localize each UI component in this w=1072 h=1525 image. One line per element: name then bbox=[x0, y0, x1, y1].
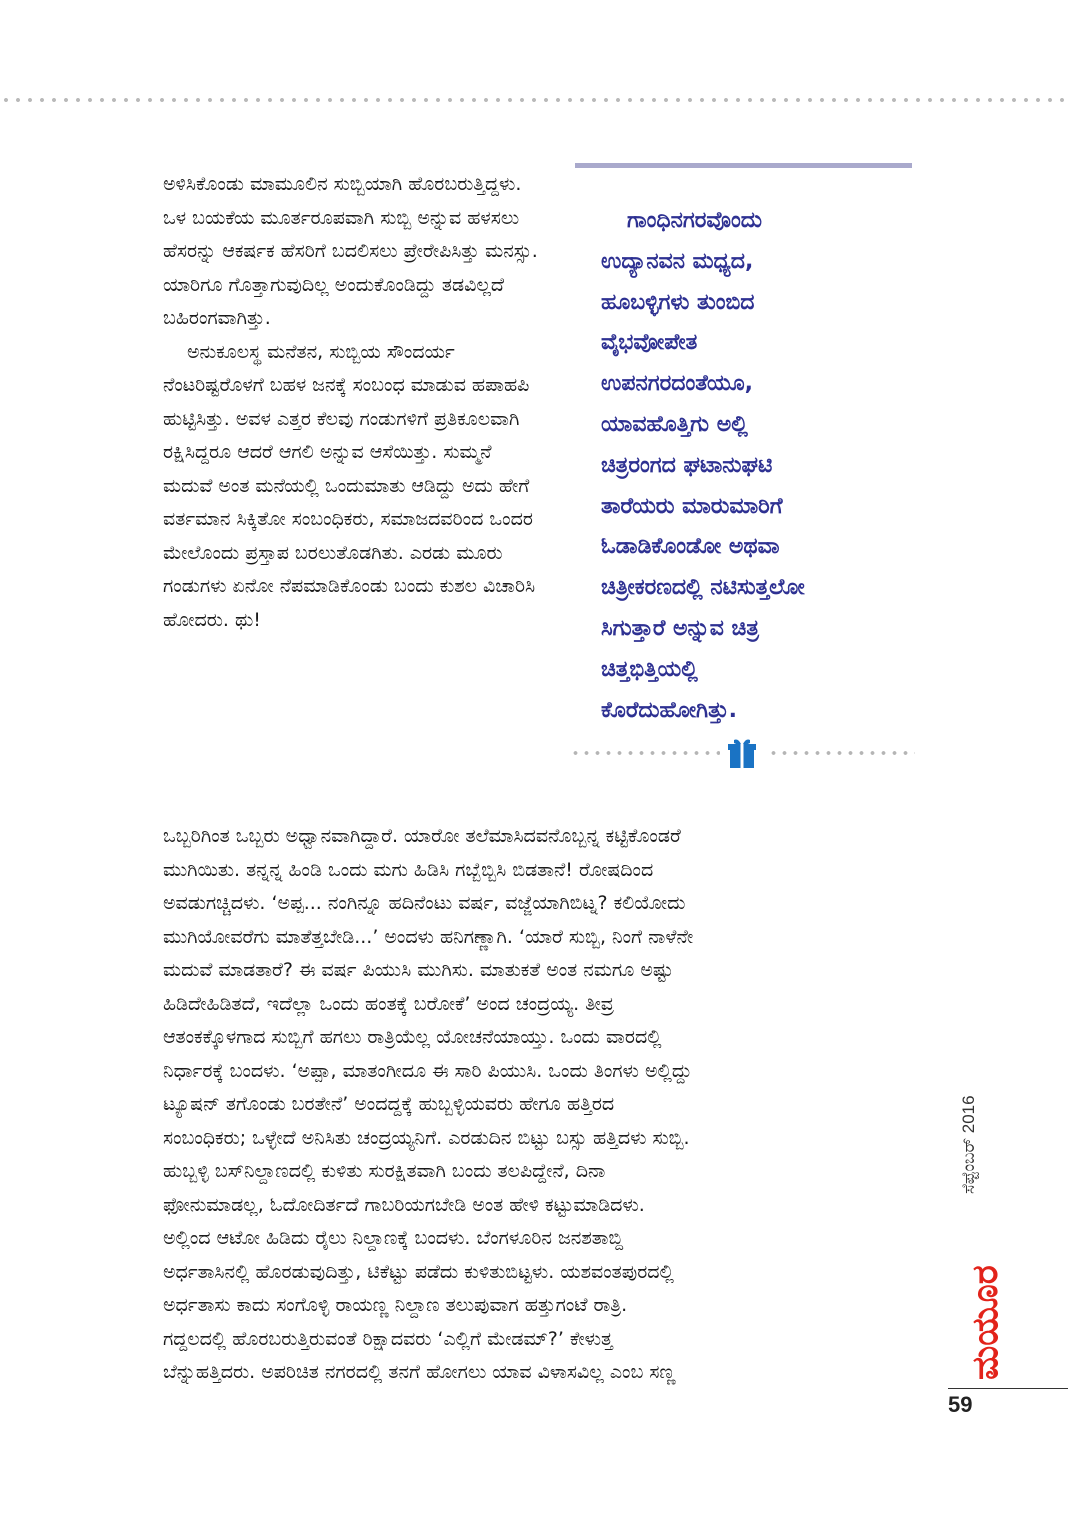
text-line: ಮುಗಿಯಿತು. ತನ್ನನ್ನ ಹಿಂಡಿ ಒಂದು ಮಗು ಹಿಡಿಸಿ ಗಬ್ಬೆಬ್ಬಿಸಿ ಬಿಡತಾನೆ! ರೋಷದಿಂದ bbox=[163, 858, 654, 881]
pull-quote-line: ತಾರೆಯರು ಮಾರುಮಾರಿಗೆ bbox=[601, 493, 783, 519]
text-line: ಮದುವೆ ಮಾಡತಾರೆ? ಈ ವರ್ಷ ಪಿಯುಸಿ ಮುಗಿಸು. ಮಾತುಕತೆ ಅಂತ ನಮಗೂ ಅಷ್ಟು bbox=[163, 959, 674, 981]
pull-quote-text bbox=[575, 201, 915, 731]
pull-quote-line: ಸಿಗುತ್ತಾರೆ ಅನ್ನುವ ಚಿತ್ರ bbox=[601, 615, 759, 641]
text-line: ಮುಗಿಯೋವರೆಗು ಮಾತೆತ್ತಬೇಡಿ...’ ಅಂದಳು ಹನಿಗಣ್ಣಾಗಿ. ‘ಯಾರೆ ಸುಬ್ಬಿ, ನಿಂಗೆ ನಾಳೆನೇ bbox=[163, 925, 694, 948]
text-line: ಅಲ್ಲಿಂದ ಆಟೋ ಹಿಡಿದು ರೈಲು ನಿಲ್ದಾಣಕ್ಕೆ ಬಂದಳು. ಬೆಂಗಳೂರಿನ ಜನಶತಾಬ್ದಿ bbox=[163, 1227, 624, 1249]
text-line: ಒಬ್ಬರಿಗಿಂತ ಒಬ್ಬರು ಅಧ್ವಾನವಾಗಿದ್ದಾರೆ. ಯಾರೋ ತಲೆಮಾಸಿದವನೊಬ್ಬನ್ನ ಕಟ್ಟಿಕೊಂಡರೆ bbox=[163, 825, 681, 847]
pull-quote-line: ಗಾಂಧಿನಗರವೊಂದು bbox=[627, 208, 762, 233]
section-ornament bbox=[570, 738, 915, 768]
pull-quote bbox=[575, 163, 915, 731]
paragraph-2: ಅನುಕೂಲಸ್ಥ ಮನೆತನ, ಸುಬ್ಬಿಯ ಸೌಂದರ್ಯ ನೆಂಟರಿಷ್ಟರೊಳಗೆ ಬಹಳ ಜನಕ್ಕೆ ಸಂಬಂಧ ಮಾಡುವ ಹಪಾಹಪಿ ಹುಟ್ಟಿಸಿತ್ತು. ಅವಳ ಎತ್ತರ ಕೆಲವು ಗಂಡುಗಳಿಗೆ ಪ್ರತಿಕೂಲವಾಗಿ ರಕ್ಷಿಸಿದ್ದರೂ ಆದರೆ ಆಗಲಿ ಅನ್ನುವ ಆಸೆಯಿತ್ತು. ಸುಮ್ಮನೆ ಮದುವೆ ಅಂತ ಮನೆಯಲ್ಲಿ ಒಂದುಮಾತು ಆಡಿದ್ದು ಅದು ಹೇಗೆ ವರ್ತಮಾನ ಸಿಕ್ಕಿತೋ ಸಂಬಂಧಿಕರು, ಸಮಾಜದವರಿಂದ ಒಂದರ ಮೇಲೊಂದು ಪ್ರಸ್ತಾಪ ಬರಲುತೊಡಗಿತು. ಎರಡು ಮೂರು ಗಂಡುಗಳು ಏನೋ ನೆಪಮಾಡಿಕೊಂಡು ಬಂದು ಕುಶಲ ವಿಚಾರಿಸಿ ಹೋದರು. ಥು! bbox=[163, 340, 536, 631]
pull-quote-rule bbox=[575, 163, 912, 168]
pull-quote-line: ಚಿತ್ರೀಕರಣದಲ್ಲಿ ನಟಿಸುತ್ತಲೋ bbox=[601, 575, 805, 601]
text-line: ಅರ್ಧತಾಸು ಕಾದು ಸಂಗೊಳ್ಳಿ ರಾಯಣ್ಣ ನಿಲ್ದಾಣ ತಲುಪುವಾಗ ಹತ್ತುಗಂಟೆ ರಾತ್ರಿ. bbox=[163, 1294, 628, 1316]
pull-quote-line: ಚಿತ್ತಭಿತ್ತಿಯಲ್ಲಿ bbox=[601, 656, 698, 682]
magazine-logo: ಮಯೂರ bbox=[965, 1265, 1006, 1380]
text-line: ಅವಡುಗಚ್ಚಿದಳು. ‘ಅಪ್ಪ... ನಂಗಿನ್ನೂ ಹದಿನೆಂಟು ವರ್ಷ, ವಜ್ಜೆಯಾಗಿಬಿಟ್ನ? ಕಲಿಯೋದು bbox=[163, 892, 686, 914]
text-line: ಫೋನುಮಾಡಲ್ಲ, ಓದೋದಿರ್ತದೆ ಗಾಬರಿಯಗಬೇಡಿ ಅಂತ ಹೇಳಿ ಕಟ್ಟುಮಾಡಿದಳು. bbox=[163, 1193, 645, 1216]
pull-quote-line: ಚಿತ್ರರಂಗದ ಘಟಾನುಘಟಿ bbox=[601, 452, 773, 478]
pull-quote-line: ಯಾವಹೊತ್ತಿಗು ಅಲ್ಲಿ bbox=[601, 411, 748, 437]
text-line: ಹುಬ್ಬಳ್ಳಿ ಬಸ್‌ನಿಲ್ದಾಣದಲ್ಲಿ ಕುಳಿತು ಸುರಕ್ಷಿತವಾಗಿ ಬಂದು ತಲಪಿದ್ದೇನೆ, ದಿನಾ bbox=[163, 1160, 606, 1182]
paragraph-1: ಅಳಿಸಿಕೊಂಡು ಮಾಮೂಲಿನ ಸುಬ್ಬಿಯಾಗಿ ಹೊರಬರುತ್ತಿದ್ದಳು. ಒಳ ಬಯಕೆಯ ಮೂರ್ತರೂಪವಾಗಿ ಸುಬ್ಬಿ ಅನ್ನುವ ಹಳಸಲು ಹೆಸರನ್ನು ಆಕರ್ಷಕ ಹೆಸರಿಗೆ ಬದಲಿಸಲು ಪ್ರೇರೇಪಿಸಿತ್ತು ಮನಸ್ಸು. ಯಾರಿಗೂ ಗೊತ್ತಾಗುವುದಿಲ್ಲ ಅಂದುಕೊಂಡಿದ್ದು ತಡವಿಲ್ಲದೆ ಬಹಿರಂಗವಾಗಿತ್ತು. bbox=[163, 173, 538, 329]
pull-quote-line: ಕೊರೆದುಹೋಗಿತ್ತು. bbox=[601, 697, 737, 723]
pull-quote-line: ಓಡಾಡಿಕೊಂಡೋ ಅಥವಾ bbox=[601, 534, 780, 560]
text-line: ಸಂಬಂಧಿಕರು; ಒಳ್ಳೇದೆ ಅನಿಸಿತು ಚಂದ್ರಯ್ಯನಿಗೆ. ಎರಡುದಿನ ಬಿಟ್ಟು ಬಸ್ಸು ಹತ್ತಿದಳು ಸುಬ್ಬಿ. bbox=[163, 1126, 690, 1149]
page-sidebar bbox=[935, 1090, 1015, 1400]
text-line: ಬೆನ್ನುಹತ್ತಿದರು. ಅಪರಿಚಿತ ನಗರದಲ್ಲಿ ತನಗೆ ಹೋಗಲು ಯಾವ ವಿಳಾಸವಿಲ್ಲ ಎಂಬ ಸಣ್ಣ bbox=[163, 1361, 676, 1383]
full-width-column bbox=[163, 820, 923, 1390]
pull-quote-line: ವೈಭವೋಪೇತ bbox=[601, 330, 698, 356]
top-dotted-rule bbox=[0, 97, 1072, 103]
ornament-dots-left bbox=[570, 750, 720, 756]
ornament-dots-right bbox=[768, 750, 915, 756]
text-line: ನಿರ್ಧಾರಕ್ಕೆ ಬಂದಳು. ‘ಅಪ್ಪಾ, ಮಾತಂಗೀದೂ ಈ ಸಾರಿ ಪಿಯುಸಿ. ಒಂದು ತಿಂಗಳು ಅಲ್ಲಿದ್ದು bbox=[163, 1059, 692, 1082]
text-line: ಗದ್ದಲದಲ್ಲಿ ಹೊರಬರುತ್ತಿರುವಂತೆ ರಿಕ್ಷಾದವರು ‘ಎಲ್ಲಿಗೆ ಮೇಡಮ್?’ ಕೇಳುತ್ತ bbox=[163, 1327, 613, 1350]
pull-quote-line: ಉದ್ಯಾನವನ ಮಧ್ಯದ, bbox=[601, 248, 754, 274]
page-number-rule bbox=[948, 1388, 1068, 1389]
text-line: ಹಿಡಿದೇಹಿಡಿತದೆ, ಇದೆಲ್ಲಾ ಒಂದು ಹಂತಕ್ಕೆ ಬರೋಕೆ’ ಅಂದ ಚಂದ್ರಯ್ಯ. ತೀವ್ರ bbox=[163, 992, 614, 1015]
text-line: ಆತಂಕಕ್ಕೊಳಗಾದ ಸುಬ್ಬಿಗೆ ಹಗಲು ರಾತ್ರಿಯೆಲ್ಲ ಯೋಚನೆಯಾಯ್ತು. ಒಂದು ವಾರದಲ್ಲಿ bbox=[163, 1026, 662, 1048]
pull-quote-line: ಉಪನಗರದಂತೆಯೂ, bbox=[601, 371, 753, 397]
pull-quote-line: ಹೂಬಳ್ಳಿಗಳು ತುಂಬಿದ bbox=[601, 289, 755, 315]
page-number: 59 bbox=[948, 1392, 973, 1417]
issue-date: ಸೆಪ್ಟೆಂಬರ್ 2016 bbox=[959, 1095, 978, 1194]
text-line: ಟ್ಯೂಷನ್ ತಗೊಂಡು ಬರತೇನೆ’ ಅಂದದ್ದಕ್ಕೆ ಹುಬ್ಬಳ್ಳಿಯವರು ಹೇಗೂ ಹತ್ತಿರದ bbox=[163, 1093, 615, 1115]
text-line: ಅರ್ಧತಾಸಿನಲ್ಲಿ ಹೊರಡುವುದಿತ್ತು, ಟಿಕೆಟ್ಟು ಪಡೆದು ಕುಳಿತುಬಿಟ್ಟಳು. ಯಶವಂತಪುರದಲ್ಲಿ bbox=[163, 1260, 674, 1283]
left-column bbox=[163, 168, 543, 637]
gift-icon bbox=[725, 738, 759, 768]
